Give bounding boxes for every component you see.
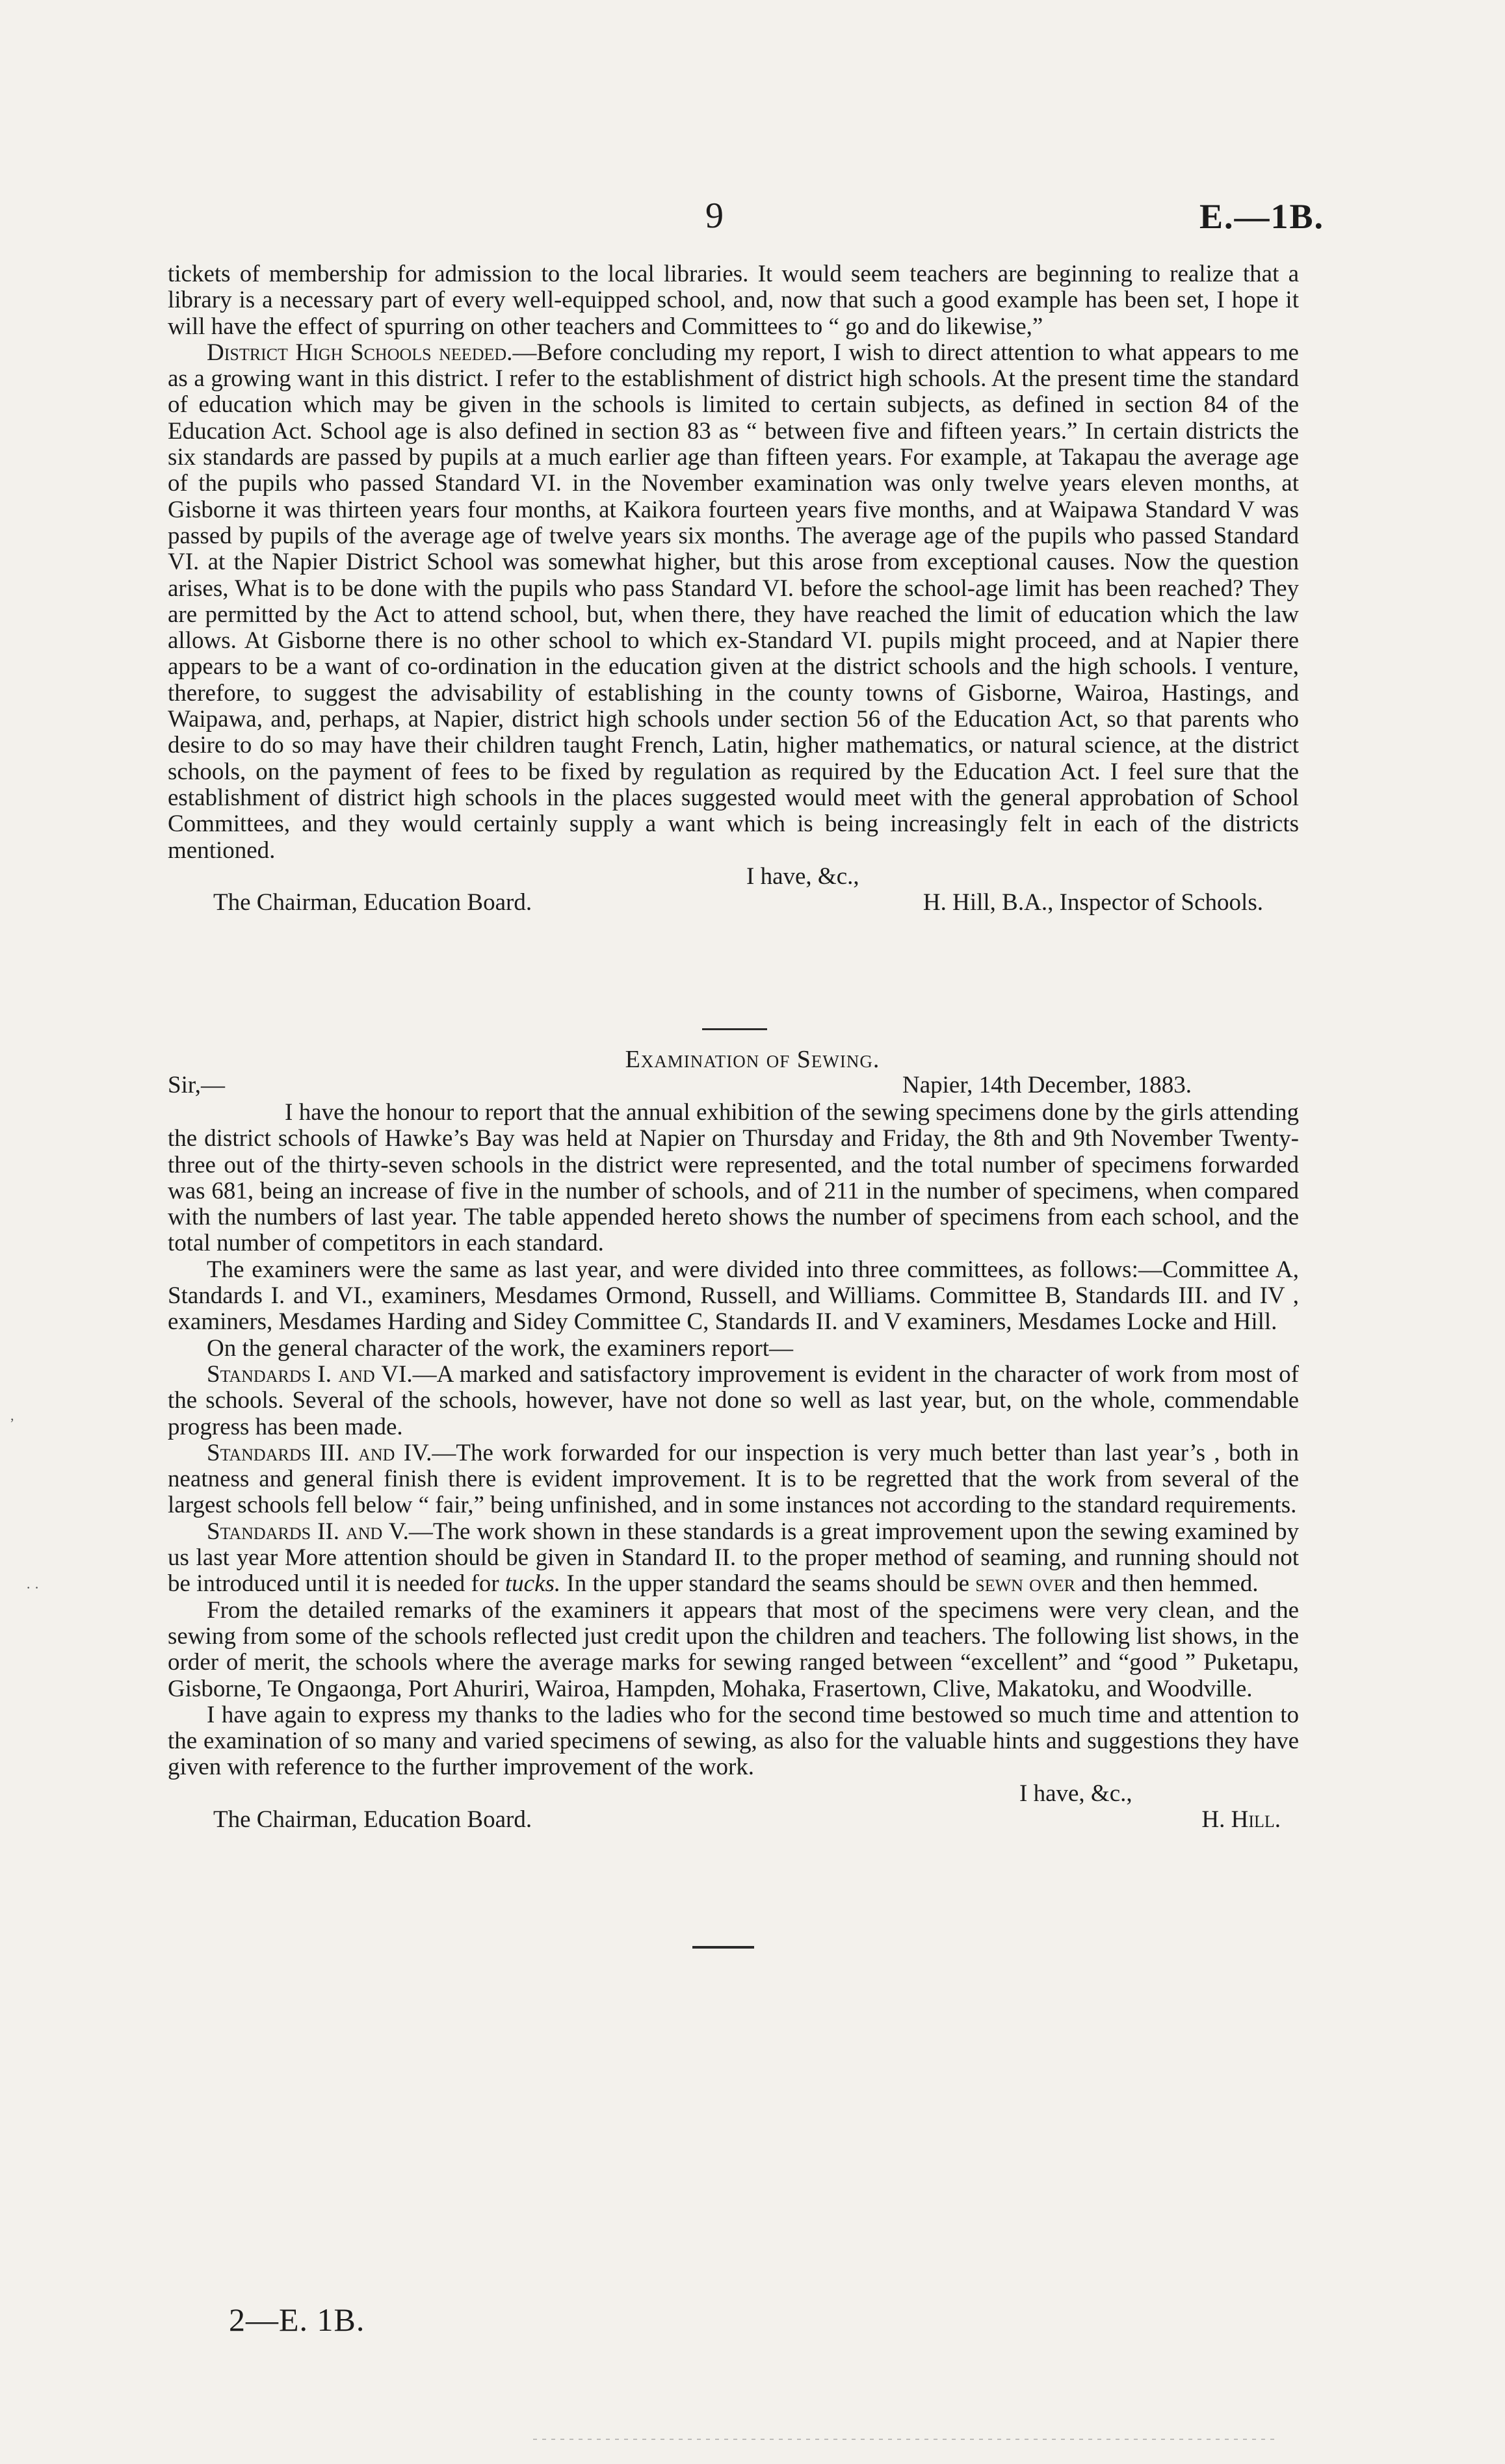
footer-code: 2—E. 1B. bbox=[229, 2302, 365, 2338]
sewing-signature-line bbox=[168, 1807, 1299, 1833]
paragraph-libraries: tickets of membership for admission to the local libraries. It would seem teachers are beginning to realize that a library is a necessary part of every well-equipped school, and, now that such a good example has been set, I hope it will have the effect of spurring on other teachers and Committees to “ go and do likewise,” bbox=[168, 261, 1299, 340]
text-standards-2-5-b: In the upper standard the seams should be bbox=[560, 1570, 976, 1598]
text-standards-2-5-a: —The work shown in these standards is a great improvement upon the sewing examined by us last year More attention should be given in Standard II. to the proper method of seaming, and running should not be introduced until it is needed for bbox=[168, 1518, 1299, 1598]
sewing-section-title: Examination of Sewing. bbox=[625, 1046, 880, 1073]
closing-formula: I have, &c., bbox=[746, 862, 859, 890]
scan-speck: · · bbox=[26, 1579, 40, 1596]
sewing-report bbox=[168, 1072, 1299, 1833]
report-section bbox=[168, 261, 1299, 916]
sewing-closing-formula: I have, &c., bbox=[1019, 1780, 1132, 1807]
heading-standards-1-6: Standards I. and VI. bbox=[207, 1360, 413, 1388]
paragraph-high-schools bbox=[168, 340, 1299, 864]
text-sewn-over: sewn over bbox=[975, 1570, 1075, 1598]
text-tucks: tucks. bbox=[504, 1570, 561, 1598]
paragraph-standards-3-4 bbox=[168, 1440, 1299, 1519]
sewing-signature bbox=[1201, 1807, 1281, 1833]
text-district-high-schools: —Before concluding my report, I wish to direct attention to what appears to me as a growing want in this district. I refer to the establishment of district high schools. At the present time the standard of education which may be given in the schools is limited to certain subjects, as defined in section 84 of the Education Act. School age is also defined in section 83 as “ between five and fifteen years.” In certain districts the six standards are passed by pupils at a much earlier age than fifteen years. For example, at Takapau the average age of the pupils who passed Standard VI. in the November examination was only twelve years eleven months, at Gisborne it was thirteen years four months, at Kaikora fourteen years five months, and at Waipawa Standard V was passed by pupils of the average age of twelve years six months. The average age of the pupils who passed Standard VI. at the Napier District School was somewhat higher, but this arose from exceptional causes. Now the question arises, What is to be done with the pupils who pass Standard VI. before the school-age limit has been reached? They are permitted by the Act to attend school, but, when there, they have reached the limit of education which the law allows. At Gisborne there is no other school to which ex-Standard VI. pupils might proceed, and at Napier there appears to be a want of co-ordination in the education given at the district schools and the high schools. I venture, therefore, to suggest the advisability of establishing in the county towns of Gisborne, Wairoa, Hastings, and Waipawa, and, perhaps, at Napier, district high schools under section 56 of the Education Act, so that parents who desire to do so may have their children taught French, Latin, higher mathematics, or natural science, at the district schools, on the payment of fees to be fixed by regulation as required by the Education Act. I feel sure that the establishment of district high schools in the places suggested would meet with the general approbation of School Committees, and they would certainly supply a want which is being increasingly felt in each of the districts mentioned. bbox=[168, 339, 1299, 864]
end-rule bbox=[692, 1946, 754, 1949]
text-standards-2-5-c: and then hemmed. bbox=[1075, 1570, 1259, 1598]
page-number: 9 bbox=[705, 196, 724, 236]
paragraph-exhibition: I have the honour to report that the annual exhibition of the sewing specimens done by the girls attending the district schools of Hawke’s Bay was held at Napier on Thursday and Friday, the 8th and 9th November Twenty-three out of the thirty-seven schools in the district were represented, and the total number of specimens forwarded was 681, being an increase of five in the number of schools, and of 211 in the number of specimens, when compared with the numbers of last year. The table appended hereto shows the number of specimens from each school, and the total number of competitors in each standard. bbox=[168, 1099, 1299, 1257]
paragraph-report-intro: On the general character of the work, the examiners report— bbox=[207, 1334, 793, 1362]
salutation: Sir,— bbox=[168, 1072, 225, 1098]
heading-standards-2-5: Standards II. and V. bbox=[207, 1518, 409, 1545]
heading-standards-3-4: Standards III. and IV. bbox=[207, 1439, 432, 1466]
closing-line bbox=[168, 864, 1299, 890]
sewing-addressee: The Chairman, Education Board. bbox=[213, 1806, 532, 1833]
sewing-signature-text: H. Hill. bbox=[1201, 1806, 1281, 1833]
sewing-closing-line bbox=[168, 1781, 1299, 1807]
text-standards-3-4: —The work forwarded for our inspection is very much better than last year’s , both in neatness and general finish there is evident improvement. It is to be regretted that the work from several of the largest schools fell below “ fair,” being unfinished, and in some instances not according to the standard requirements. bbox=[168, 1439, 1299, 1519]
document-reference: E.—1B. bbox=[1199, 197, 1325, 236]
paragraph-standards-2-5 bbox=[168, 1519, 1299, 1598]
text-standards-1-6: —A marked and satisfactory improvement is evident in the character of work from most of the schools. Several of the schools, however, have not done so well as last year, but, on the whole, commendable progress has been made. bbox=[168, 1360, 1299, 1440]
paragraph-remarks: From the detailed remarks of the examiners it appears that most of the specimens were very clean, and the sewing from some of the schools reflected just credit upon the children and teachers. The following list shows, in the order of merit, the schools where the average marks for sewing ranged between “excellent” and “good ” Puketapu, Gisborne, Te Ongaonga, Port Ahuriri, Wairoa, Hampden, Mohaka, Frasertown, Clive, Makatoku, and Woodville. bbox=[168, 1596, 1299, 1702]
addressee: The Chairman, Education Board. bbox=[213, 888, 532, 916]
salutation-line bbox=[168, 1072, 1299, 1100]
section-divider bbox=[702, 1028, 767, 1030]
paragraph-standards-1-6 bbox=[168, 1362, 1299, 1440]
signature-line bbox=[168, 890, 1299, 916]
inspector-signature: H. Hill, B.A., Inspector of Schools. bbox=[923, 888, 1263, 916]
heading-district-high-schools: District High Schools needed. bbox=[207, 339, 513, 366]
scan-noise bbox=[533, 2439, 1274, 2440]
paragraph-thanks: I have again to express my thanks to the ladies who for the second time bestowed so much time and attention to the examination of so many and varied specimens of sewing, as also for the valuable hints and suggestions they have given with reference to the further improvement of the work. bbox=[168, 1701, 1299, 1781]
scan-speck: , bbox=[10, 1407, 14, 1423]
paragraph-examiners: The examiners were the same as last year, and were divided into three committees, as follows:—Committee A, Standards I. and VI., examiners, Mesdames Ormond, Russell, and Williams. Committee B, Standards III. and IV , examiners, Mesdames Harding and Sidey Committee C, Standards II. and V examiners, Mesdames Locke and Hill. bbox=[168, 1256, 1299, 1336]
place-date: Napier, 14th December, 1883. bbox=[902, 1072, 1192, 1098]
